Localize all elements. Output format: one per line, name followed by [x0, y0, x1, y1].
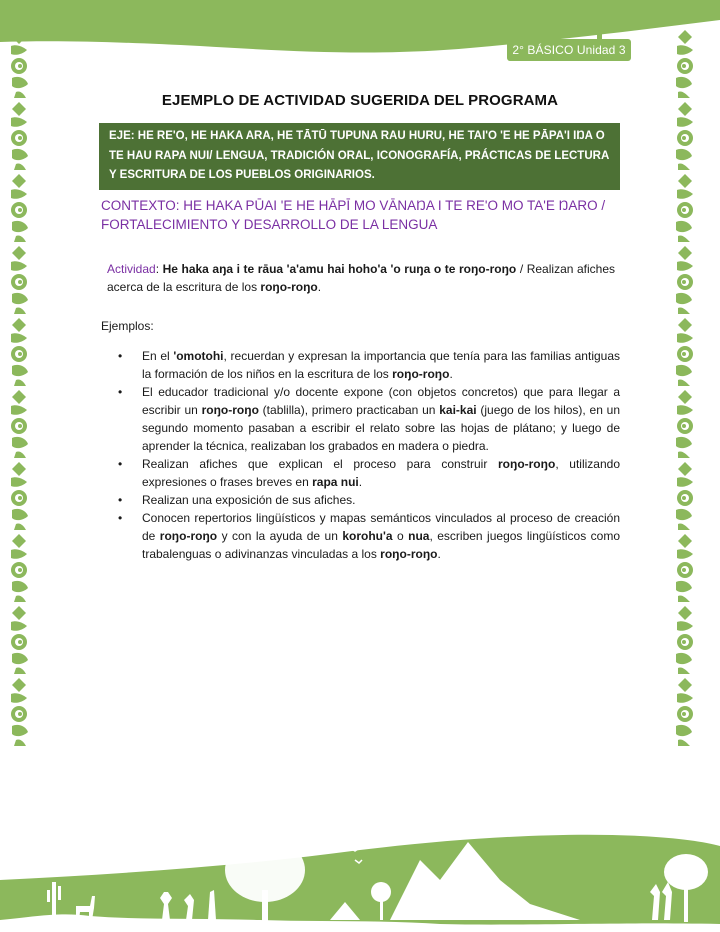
- right-ornament-border: [674, 28, 696, 748]
- actividad-paragraph: [107, 260, 615, 296]
- ejemplo-text: El educador tradicional y/o docente expone (con objetos concretos) que para llegar a escribir un: [142, 385, 620, 417]
- ejemplo-text: Realizan una exposición de sus afiches.: [142, 493, 356, 507]
- ejemplos-list: [116, 347, 620, 563]
- left-ornament-border: [8, 28, 30, 748]
- ejemplo-text: o: [392, 529, 409, 543]
- actividad-rapanui-title: He haka aŋa i te rāua 'a'amu hai hoho'a 'o ruŋa o te roŋo-roŋo: [162, 262, 517, 276]
- ejemplo-bold-term: nua: [408, 529, 430, 543]
- ejemplo-item: [116, 455, 620, 491]
- bullet-icon: •: [118, 385, 123, 399]
- ejemplo-item: [116, 509, 620, 563]
- ejemplo-text: , escriben juegos lingüísticos como trabalenguas o adivinanzas vinculadas a los: [142, 529, 621, 561]
- ejemplos-label: Ejemplos:: [101, 319, 154, 333]
- ejemplo-item: [116, 383, 620, 455]
- ejemplo-bold-term: roŋo-roŋo: [392, 367, 450, 381]
- document-title: EJEMPLO DE ACTIVIDAD SUGERIDA DEL PROGRAMA: [161, 92, 559, 109]
- ejemplo-item: [116, 347, 620, 383]
- ejemplo-bold-term: roŋo-roŋo: [380, 547, 438, 561]
- badge-connector: [597, 24, 602, 40]
- ejemplo-bold-term: roŋo-roŋo: [497, 457, 556, 471]
- bottom-landscape-silhouette: [0, 820, 720, 932]
- bullet-icon: •: [118, 493, 123, 507]
- ejemplo-bold-term: rapa nui: [312, 475, 359, 489]
- grade-unit-badge: 2° BÁSICO Unidad 3: [507, 39, 631, 61]
- ejemplo-text: y con la ayuda de un: [217, 529, 343, 543]
- actividad-colon: :: [155, 262, 163, 276]
- bullet-icon: •: [118, 349, 123, 363]
- ejemplo-text: (juego de los hilos), en un segundo momento pasaban a escribir el relato sobre las hojas de plátano; y luego de aprender la técnica, realizaban los grabados en madera o piedra.: [142, 403, 621, 453]
- actividad-spanish-bold: roŋo-roŋo: [260, 280, 318, 294]
- ejemplo-bold-term: kai-kai: [439, 403, 477, 417]
- actividad-separator: /: [516, 262, 527, 276]
- ejemplo-text: Realizan afiches que explican el proceso para construir: [142, 457, 498, 471]
- ejemplo-text: .: [358, 475, 363, 489]
- ejemplo-item: [116, 491, 620, 509]
- actividad-spanish: Realizan afiches acerca de la escritura de los: [107, 262, 615, 294]
- bullet-icon: •: [118, 511, 123, 525]
- eje-box: [99, 123, 620, 190]
- actividad-end: .: [317, 280, 322, 294]
- eje-text: EJE: HE RE'O, HE HAKA ARA, HE TĀTŪ TUPUNA RAU HURU, HE TAI'O 'E HE PĀPA'I IŊA O TE HAU RAPA NUI/ LENGUA, TRADICIÓN ORAL, ICONOGRAFÍA, PRÁCTICAS DE LECTURA Y ESCRITURA DE LOS PUEBLOS ORIGINARIOS.: [109, 130, 609, 181]
- ejemplo-bold-term: roŋo-roŋo: [201, 403, 259, 417]
- contexto-heading: CONTEXTO: HE HAKA PŪAI 'E HE HĀPĪ MO VĀNAŊA I TE RE'O MO TA'E ŊARO / FORTALECIMIENTO Y DESARROLLO DE LA LENGUA: [101, 198, 606, 232]
- ejemplo-text: Conocen repertorios lingüísticos y mapas semánticos vinculados al proceso de creación de: [142, 511, 620, 543]
- ejemplo-text: En el: [142, 349, 174, 363]
- ejemplo-bold-term: korohu'a: [342, 529, 393, 543]
- ejemplo-bold-term: 'omotohi: [173, 349, 224, 363]
- ejemplo-text: , recuerdan y expresan la importancia que tenía para las familias antiguas la formación de los niños en la escritura de los: [142, 349, 621, 381]
- ejemplo-text: (tablilla), primero practicaban un: [258, 403, 440, 417]
- bullet-icon: •: [118, 457, 123, 471]
- ejemplo-text: .: [437, 547, 441, 561]
- ejemplo-text: .: [449, 367, 453, 381]
- ejemplo-bold-term: roŋo-roŋo: [159, 529, 218, 543]
- actividad-label: Actividad: [107, 262, 156, 276]
- ejemplo-text: , utilizando expresiones o frases breves en: [142, 457, 620, 489]
